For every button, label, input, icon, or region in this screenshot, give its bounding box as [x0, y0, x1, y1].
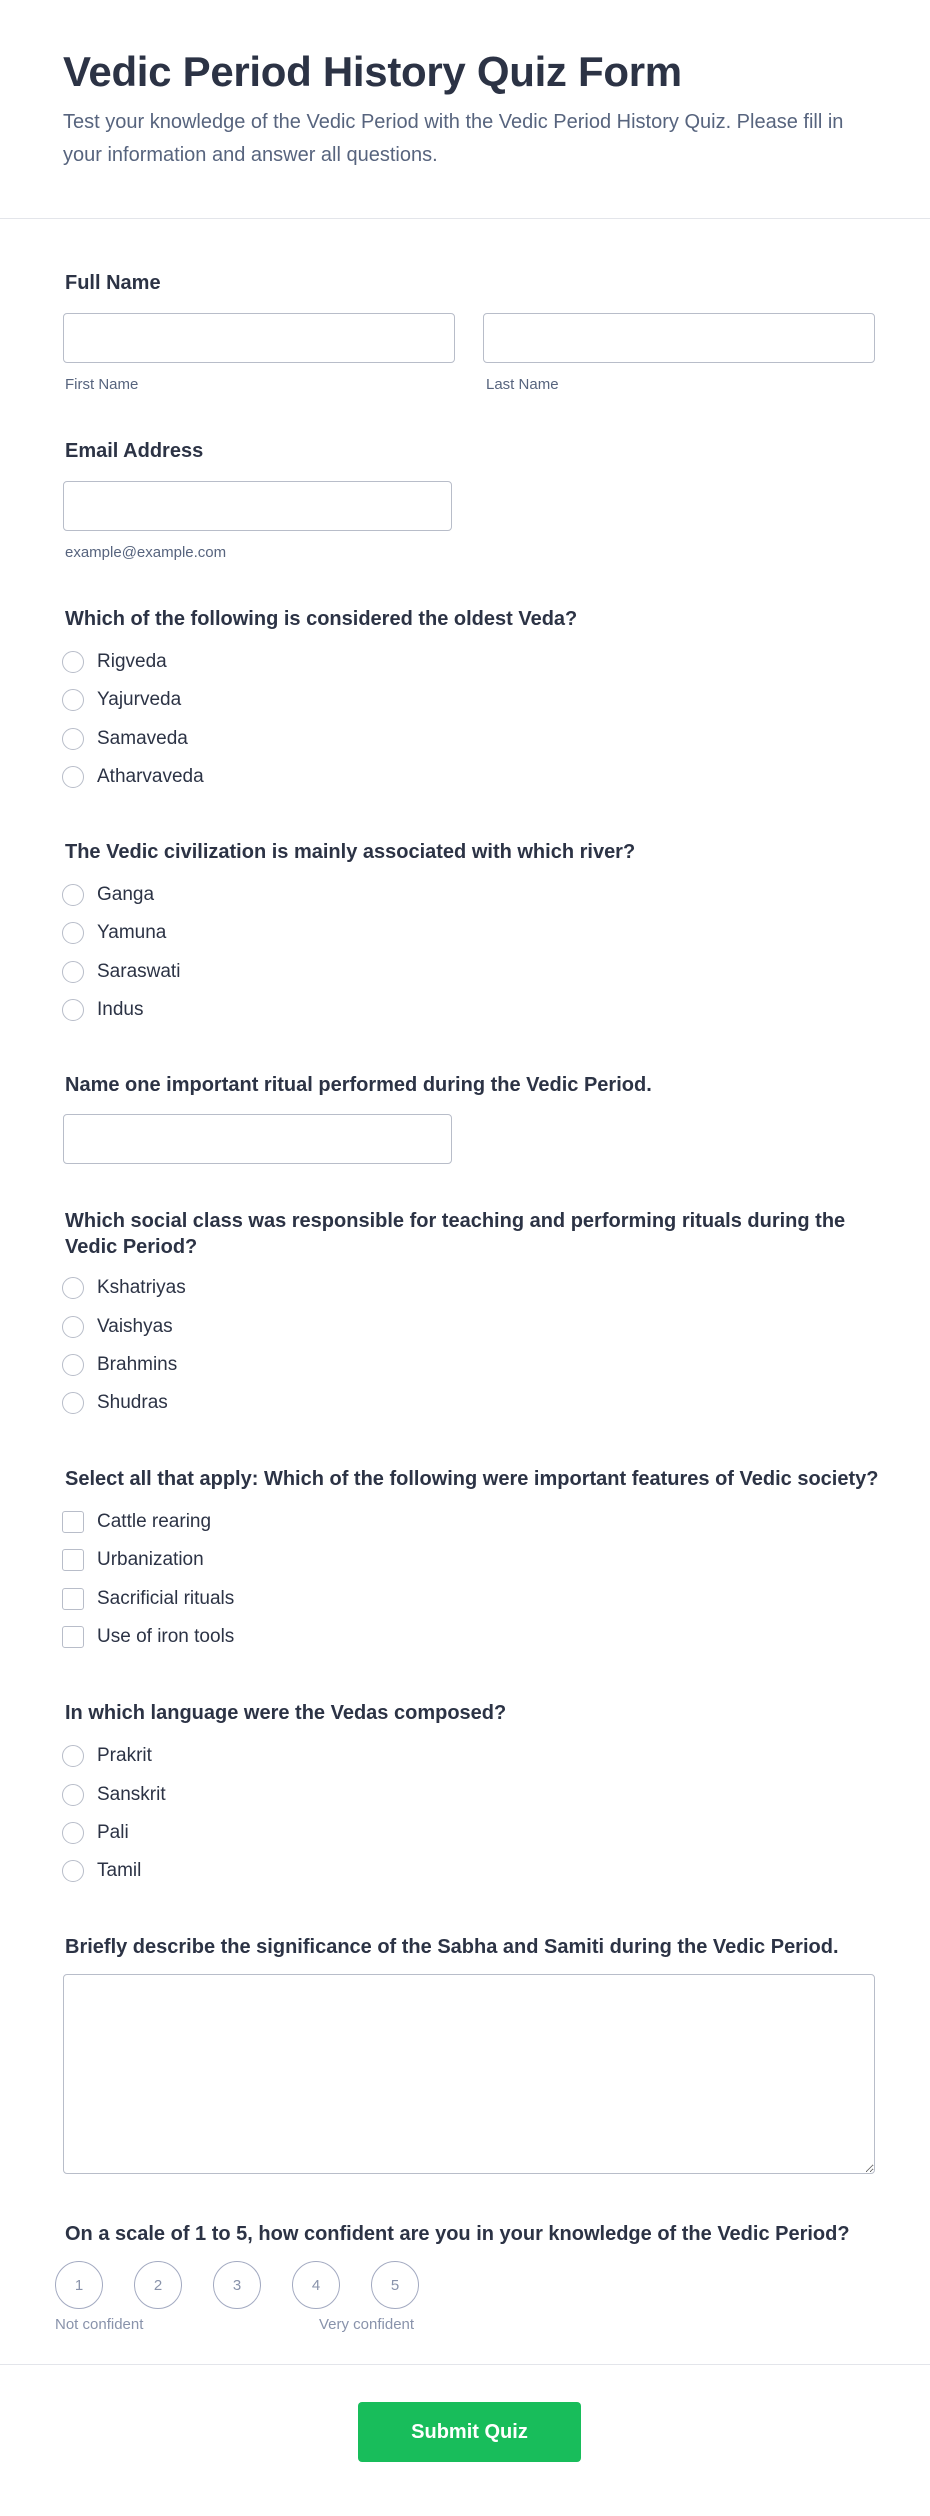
- footer-divider: [0, 2364, 930, 2365]
- option-label: Shudras: [97, 1392, 168, 1413]
- q6-option-tamil[interactable]: [62, 1858, 141, 1884]
- radio-button[interactable]: [62, 1316, 84, 1338]
- radio-button[interactable]: [62, 999, 84, 1021]
- radio-button[interactable]: [62, 766, 84, 788]
- q1-option-yajurveda[interactable]: [62, 687, 181, 713]
- option-label: Yamuna: [97, 922, 167, 943]
- email-input[interactable]: [63, 481, 452, 531]
- option-label: Pali: [97, 1822, 129, 1843]
- radio-button[interactable]: [62, 1745, 84, 1767]
- q2-option-yamuna[interactable]: [62, 920, 166, 946]
- radio-button[interactable]: [62, 961, 84, 983]
- form-header: [0, 0, 930, 219]
- option-label: Samaveda: [97, 728, 188, 749]
- q6-option-prakrit[interactable]: [62, 1743, 152, 1769]
- option-label: Kshatriyas: [97, 1277, 186, 1298]
- checkbox[interactable]: [62, 1588, 84, 1610]
- radio-button[interactable]: [62, 1392, 84, 1414]
- radio-button[interactable]: [62, 1277, 84, 1299]
- option-label: Use of iron tools: [97, 1626, 235, 1647]
- scale-option-1[interactable]: 1: [55, 2261, 103, 2309]
- q2-option-saraswati[interactable]: [62, 959, 180, 985]
- checkbox[interactable]: [62, 1511, 84, 1533]
- option-label: Indus: [97, 999, 144, 1020]
- option-label: Cattle rearing: [97, 1511, 212, 1532]
- submit-button[interactable]: Submit Quiz: [358, 2402, 581, 2462]
- form-title: Vedic Period History Quiz Form: [63, 48, 682, 95]
- email-sublabel: example@example.com: [65, 544, 227, 561]
- q5-option-cattle-rearing[interactable]: [62, 1509, 211, 1535]
- q4-option-vaishyas[interactable]: [62, 1314, 173, 1340]
- full-name-label: Full Name: [65, 272, 161, 294]
- q5-option-iron-tools[interactable]: [62, 1624, 234, 1650]
- q1-option-samaveda[interactable]: [62, 726, 188, 752]
- option-label: Sacrificial rituals: [97, 1588, 235, 1609]
- q6-option-sanskrit[interactable]: [62, 1782, 166, 1808]
- option-label: Atharvaveda: [97, 766, 204, 787]
- option-label: Prakrit: [97, 1745, 152, 1766]
- q5-question: Select all that apply: Which of the following were important features of Vedic society?: [65, 1468, 879, 1490]
- q1-option-rigveda[interactable]: [62, 649, 167, 675]
- ritual-input[interactable]: [63, 1114, 452, 1164]
- option-label: Ganga: [97, 884, 155, 905]
- last-name-sublabel: Last Name: [486, 376, 559, 393]
- q2-option-ganga[interactable]: [62, 882, 154, 908]
- q4-option-shudras[interactable]: [62, 1390, 168, 1416]
- option-label: Brahmins: [97, 1354, 178, 1375]
- option-label: Sanskrit: [97, 1784, 166, 1805]
- q4-question: Which social class was responsible for teaching and performing rituals during the Vedic Period?: [65, 1210, 846, 1258]
- q1-option-atharvaveda[interactable]: [62, 764, 204, 790]
- option-label: Vaishyas: [97, 1316, 173, 1337]
- q7-question: Briefly describe the significance of the Sabha and Samiti during the Vedic Period.: [65, 1936, 839, 1958]
- q4-option-kshatriyas[interactable]: [62, 1275, 186, 1301]
- last-name-input[interactable]: [483, 313, 875, 363]
- checkbox[interactable]: [62, 1626, 84, 1648]
- scale-option-4[interactable]: 4: [292, 2261, 340, 2309]
- radio-button[interactable]: [62, 1784, 84, 1806]
- q5-option-sacrificial-rituals[interactable]: [62, 1586, 234, 1612]
- radio-button[interactable]: [62, 1354, 84, 1376]
- option-label: Yajurveda: [97, 689, 182, 710]
- q2-question: The Vedic civilization is mainly associated with which river?: [65, 841, 636, 863]
- scale-option-5[interactable]: 5: [371, 2261, 419, 2309]
- option-label: Rigveda: [97, 651, 167, 672]
- q6-question: In which language were the Vedas composed?: [65, 1702, 507, 1724]
- email-label: Email Address: [65, 440, 204, 462]
- radio-button[interactable]: [62, 651, 84, 673]
- first-name-input[interactable]: [63, 313, 455, 363]
- sabha-samiti-textarea[interactable]: [63, 1974, 875, 2174]
- q4-option-brahmins[interactable]: [62, 1352, 177, 1378]
- form-subtitle: Test your knowledge of the Vedic Period with the Vedic Period History Quiz. Please fill in your information and answer all questions.: [63, 111, 844, 166]
- scale-low-label: Not confident: [55, 2316, 144, 2333]
- option-label: Urbanization: [97, 1549, 204, 1570]
- radio-button[interactable]: [62, 922, 84, 944]
- option-label: Saraswati: [97, 961, 181, 982]
- q6-option-pali[interactable]: [62, 1820, 129, 1846]
- q2-option-indus[interactable]: [62, 997, 143, 1023]
- scale-option-3[interactable]: 3: [213, 2261, 261, 2309]
- radio-button[interactable]: [62, 884, 84, 906]
- radio-button[interactable]: [62, 1822, 84, 1844]
- radio-button[interactable]: [62, 689, 84, 711]
- option-label: Tamil: [97, 1860, 142, 1881]
- q1-question: Which of the following is considered the oldest Veda?: [65, 608, 578, 630]
- radio-button[interactable]: [62, 1860, 84, 1882]
- first-name-sublabel: First Name: [65, 376, 139, 393]
- q3-question: Name one important ritual performed during the Vedic Period.: [65, 1074, 652, 1096]
- scale-option-2[interactable]: 2: [134, 2261, 182, 2309]
- q5-option-urbanization[interactable]: [62, 1547, 204, 1573]
- radio-button[interactable]: [62, 728, 84, 750]
- scale-high-label: Very confident: [319, 2316, 415, 2333]
- q8-question: On a scale of 1 to 5, how confident are you in your knowledge of the Vedic Period?: [65, 2223, 850, 2245]
- checkbox[interactable]: [62, 1549, 84, 1571]
